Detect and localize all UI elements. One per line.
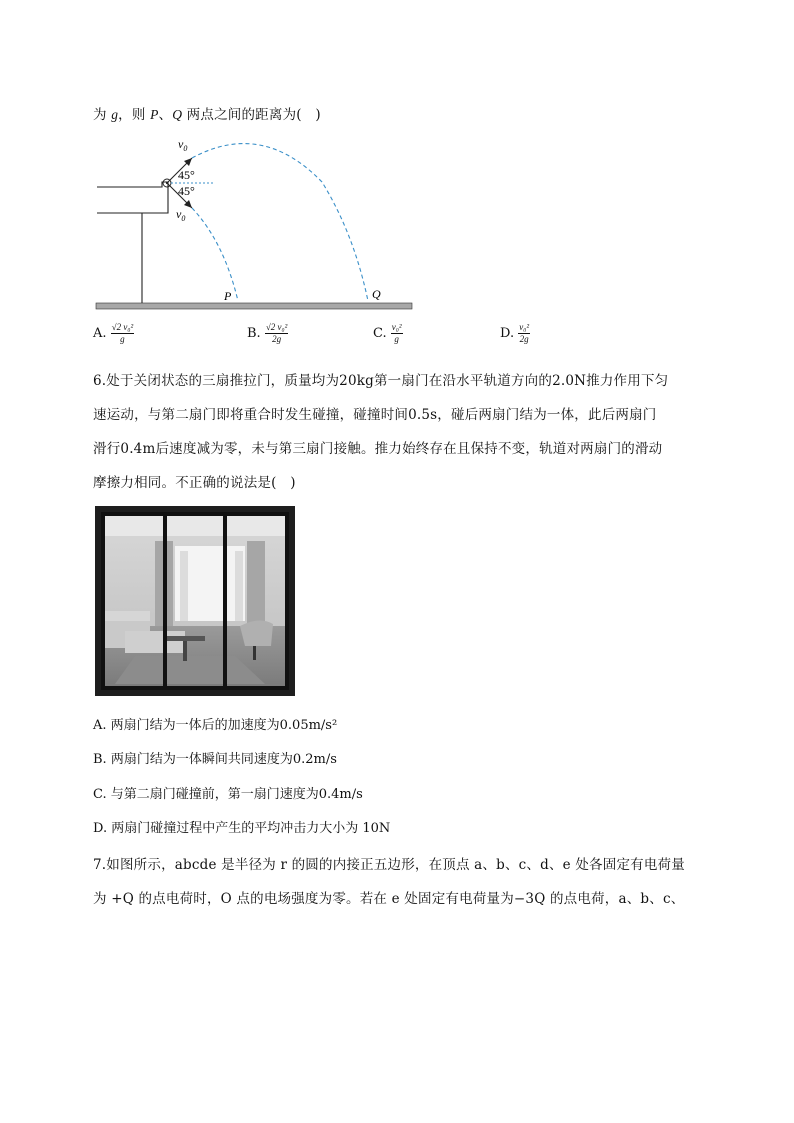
fraction-denominator: 2g — [519, 334, 529, 344]
fraction-numerator: √2 v₀² — [111, 322, 134, 332]
symbol-g: g — [111, 107, 119, 122]
fraction-numerator: √2 v₀² — [265, 322, 288, 332]
option-letter: A. — [93, 326, 107, 341]
stem-text: 两点之间的距离为( ) — [182, 107, 321, 123]
fraction-numerator: v₀² — [391, 322, 402, 332]
option-c[interactable] — [373, 322, 403, 345]
q6-choice-b[interactable]: B. 两扇门结为一体瞬间共同速度为0.2m/s — [93, 752, 337, 767]
projectile-diagram — [92, 132, 416, 312]
option-fraction — [111, 322, 135, 345]
question-7-line-1: 7.如图所示，abcde 是半径为 r 的圆的内接正五边形，在顶点 a、b、c、d、e 处各固定有电荷量 — [93, 857, 685, 873]
option-fraction — [518, 322, 530, 345]
trajectory-down — [192, 208, 238, 301]
platform — [97, 182, 168, 303]
question-6-line-4: 摩擦力相同。不正确的说法是( ) — [93, 475, 296, 491]
question-6-line-2: 速运动，与第二扇门即将重合时发生碰撞，碰撞时间0.5s，碰后两扇门结为一体，此后两扇门 — [93, 407, 657, 423]
stem-text: ，则 — [118, 107, 151, 123]
q6-choice-a[interactable]: A. 两扇门结为一体后的加速度为0.05m/s² — [93, 718, 338, 733]
option-fraction — [265, 322, 289, 345]
option-d[interactable] — [500, 322, 530, 345]
label-Q: Q — [372, 287, 381, 301]
label-v0-top: $v_0$ — [178, 137, 188, 153]
sliding-door-illustration — [95, 506, 295, 696]
fraction-numerator: v₀² — [519, 322, 530, 332]
question-7-line-2: 为 +Q 的点电荷时，O 点的电场强度为零。若在 e 处固定有电荷量为−3Q 的点电荷，a、b、c、 — [93, 891, 685, 907]
option-letter: C. — [373, 326, 387, 341]
q6-choice-c[interactable]: C. 与第二扇门碰撞前，第一扇门速度为0.4m/s — [93, 787, 363, 802]
option-letter: D. — [500, 326, 515, 341]
ground — [96, 303, 412, 309]
fraction-denominator: g — [394, 334, 399, 344]
trajectory-up — [192, 144, 368, 301]
fraction-denominator: g — [120, 334, 125, 344]
option-b[interactable] — [247, 322, 288, 345]
q6-choice-d[interactable]: D. 两扇门碰撞过程中产生的平均冲击力大小为 10N — [93, 821, 391, 836]
question-6-line-1: 6.处于关闭状态的三扇推拉门，质量均为20kg第一扇门在沿水平轨道方向的2.0N推力作用下匀 — [93, 373, 669, 389]
label-v0-bottom: $v_0$ — [176, 207, 186, 223]
option-letter: B. — [247, 326, 261, 341]
symbol-P: P — [150, 107, 159, 122]
label-P: P — [224, 289, 232, 303]
stem-text: 、 — [158, 107, 173, 123]
question-6-line-3: 滑行0.4m后速度减为零，未与第三扇门接触。推力始终存在且保持不变，轨道对两扇门的滑动 — [93, 441, 663, 457]
question-5-stem — [93, 103, 321, 123]
label-angle-bottom: 45° — [178, 184, 195, 198]
option-fraction — [391, 322, 403, 345]
stem-text: 为 — [93, 107, 112, 123]
symbol-Q: Q — [172, 107, 183, 122]
option-a[interactable] — [93, 322, 134, 345]
sliding-door-photo — [95, 506, 295, 696]
label-angle-top: 45° — [178, 168, 195, 182]
fraction-denominator: 2g — [272, 334, 282, 344]
